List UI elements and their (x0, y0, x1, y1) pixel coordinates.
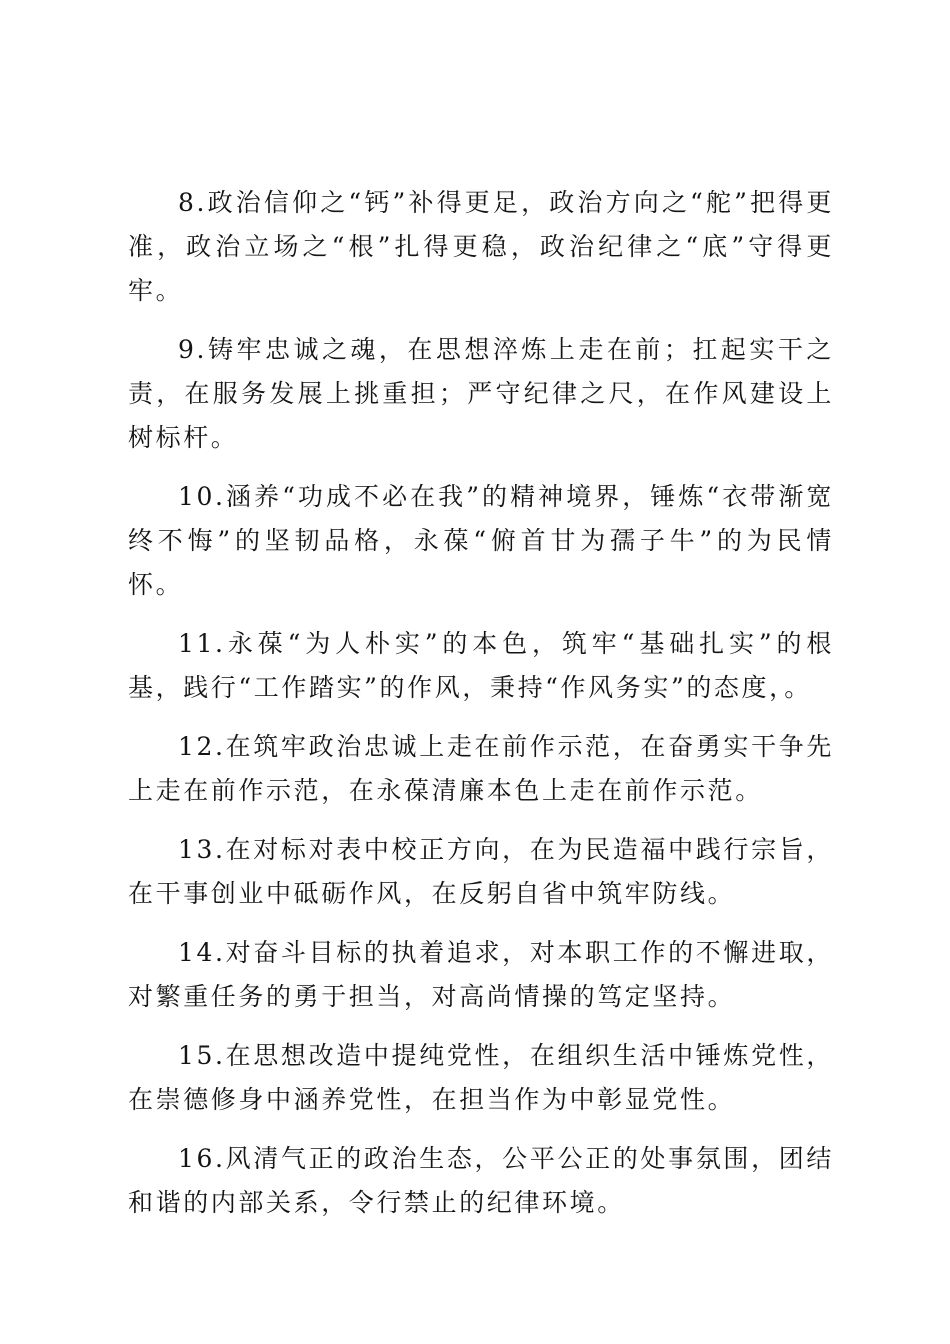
document-body (128, 181, 834, 1240)
paragraph-9: 9.铸牢忠诚之魂，在思想淬炼上走在前；扛起实干之责，在服务发展上挑重担；严守纪律之尺，在作风建设上树标杆。 (128, 335, 834, 452)
paragraph-10: 10.涵养“功成不必在我”的精神境界，锤炼“衣带渐宽终不悔”的坚韧品格，永葆“俯首甘为孺子牛”的为民情怀。 (128, 482, 834, 599)
paragraph-16: 16.风清气正的政治生态，公平公正的处事氛围，团结和谐的内部关系，令行禁止的纪律环境。 (128, 1144, 834, 1217)
paragraph-12: 12.在筑牢政治忠诚上走在前作示范，在奋勇实干争先上走在前作示范，在永葆清廉本色上走在前作示范。 (128, 732, 834, 805)
paragraph-8: 8.政治信仰之“钙”补得更足，政治方向之“舵”把得更准，政治立场之“根”扎得更稳，政治纪律之“底”守得更牢。 (128, 188, 834, 305)
paragraph-13: 13.在对标对表中校正方向，在为民造福中践行宗旨，在干事创业中砥砺作风，在反躬自省中筑牢防线。 (128, 835, 834, 908)
paragraph-11: 11.永葆“为人朴实”的本色，筑牢“基础扎实”的根基，践行“工作踏实”的作风，秉持“作风务实”的态度，。 (128, 629, 834, 702)
paragraph-15: 15.在思想改造中提纯党性，在组织生活中锤炼党性，在崇德修身中涵养党性，在担当作为中彰显党性。 (128, 1041, 834, 1114)
paragraph-14: 14.对奋斗目标的执着追求，对本职工作的不懈进取，对繁重任务的勇于担当，对高尚情操的笃定坚持。 (128, 938, 834, 1011)
